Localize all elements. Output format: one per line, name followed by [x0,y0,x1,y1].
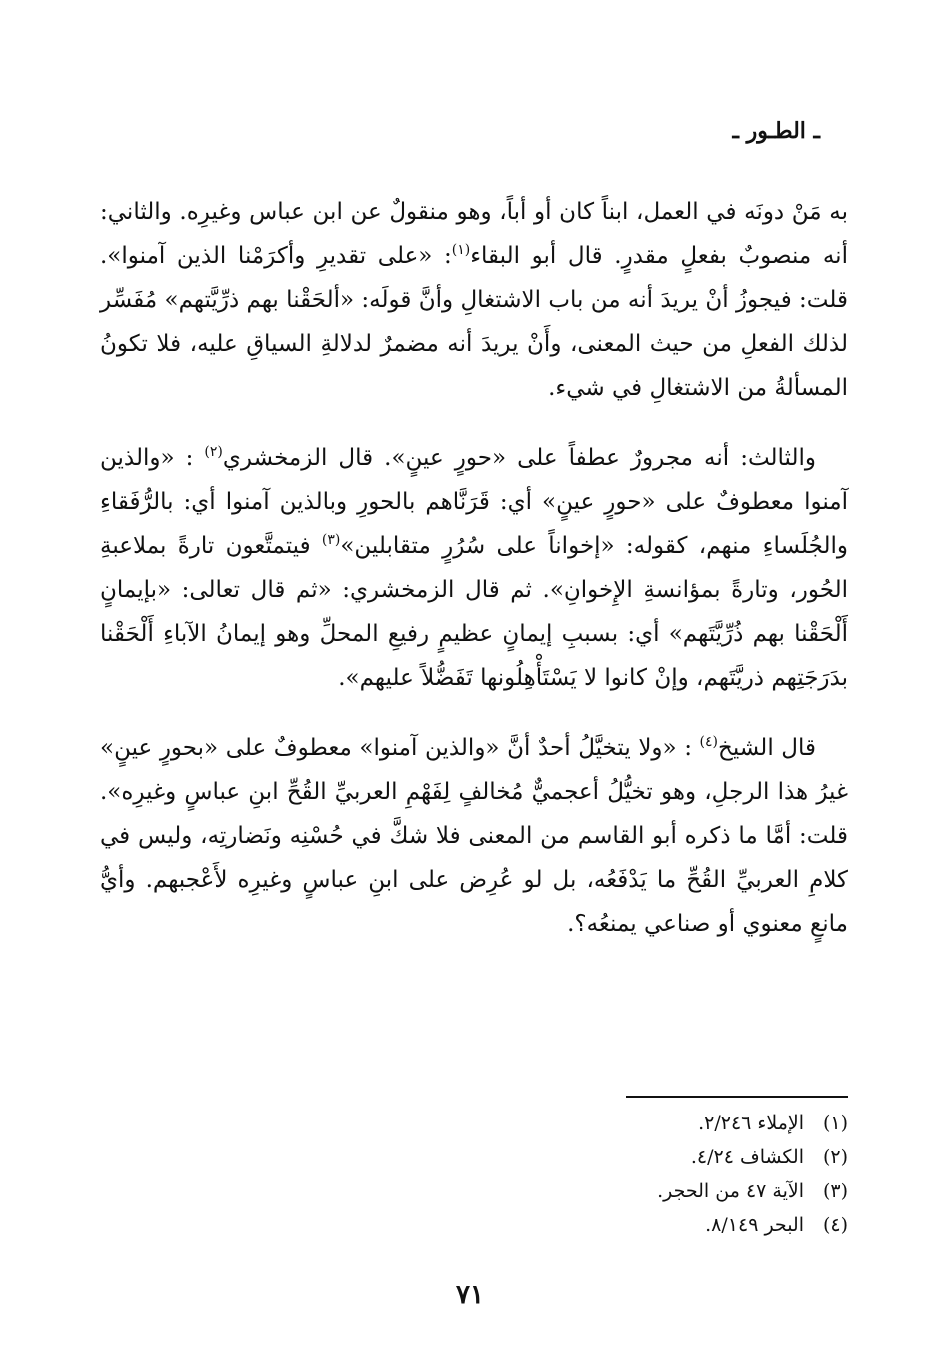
text-segment: قال الشيخ [718,735,816,761]
footnote-number: (٢) [822,1146,848,1168]
footnote-number: (٣) [822,1180,848,1202]
text-segment: والثالث: أنه مجرورٌ عطفاً على «حورٍ عينٍ». قال الزمخشري [222,445,816,471]
footnote [448,1174,848,1208]
text-segment: : «والذين آمنوا معطوفٌ على «حورٍ عينٍ» أي: قَرَنَّاهم بالحورِ وبالذين آمنوا أي: بالرُّفَقاءِ والجُلَساءِ منهم، كقوله: «إخواناً على سُرُرٍ متقابلين» [100,445,848,559]
footnote [448,1106,848,1140]
text-segment: به مَنْ دونَه في العمل، ابناً كان أو أباً، وهو منقولٌ عن ابن عباس وغيرِه. والثاني: أنه منصوبٌ بفعلٍ مقدرٍ. قال أبو البقاء [100,199,848,269]
paragraph [100,190,848,410]
footnotes [448,1106,848,1242]
footnote-text: الإملاء ٢/٢٤٦. [698,1112,804,1134]
paragraph [100,726,848,946]
footnote-number: (١) [822,1112,848,1134]
text-segment: فيتمتَّعون تارةً بملاعبةِ الحُور، وتارةً بمؤانسةِ الإِخوانِ». ثم قال الزمخشري: «ثم قال تعالى: «بإيمانٍ أَلْحَقْنا بهم ذُرِّيَّتَهم» أي: بسببِ إيمانٍ عظيمٍ رفيعِ المحلِّ وهو إيمانُ الآباءِ أَلْحَقْنا بدَرَجَتِهم ذريَّتَهم، وإنْ كانوا لا يَسْتَأْهِلُونها تَفَضُّلاً عليهم». [100,533,848,691]
page-number: ٧١ [456,1280,484,1310]
footnote-reference: (٣) [321,532,341,548]
footnote-text: البحر ٨/١٤٩. [705,1214,804,1236]
text-segment: : «على تقديرِ وأكرَمْنا الذين آمنوا». قلت: فيجوزُ أنْ يريدَ أنه من باب الاشتغالِ وأنَّ قولَه: «ألحَقْنا بهم ذرِّيَّتهم» مُفَسِّر لذلك الفعلِ من حيث المعنى، وأَنْ يريدَ أنه مضمرٌ لدلالةِ السياقِ عليه، فلا تكونُ المسألةُ من الاشتغالِ في شيء. [100,243,848,401]
paragraph [100,436,848,700]
footnote-text: الآية ٤٧ من الحجر. [657,1180,804,1202]
footnote-reference: (٤) [699,734,718,750]
footnote [448,1140,848,1174]
running-header: ـ الطـور ـ [732,118,820,144]
footnote [448,1208,848,1242]
text-segment: : «ولا يتخيَّلُ أحدٌ أنَّ «والذين آمنوا» معطوفٌ على «بحورٍ عينٍ» غيرُ هذا الرجلِ، وهو تخيُّلُ أعجميٌّ مُخالفٍ لِفَهْمِ العربيِّ القُحِّ ابنِ عباسٍ وغيرِه». قلت: أمَّا ما ذكره أبو القاسم من المعنى فلا شكَّ في حُسْنِه ونَضارتِه، وليس في كلامِ العربيِّ القُحِّ ما يَدْفَعُه، بل لو عُرِض على ابنِ عباسٍ وغيرِه لأَعْجبهم. وأيُّ مانعٍ معنوي أو صناعي يمنعُه؟. [100,735,848,937]
footnote-number: (٤) [822,1214,848,1236]
main-text [100,190,848,946]
footnote-separator [626,1096,848,1098]
footnote-text: الكشاف ٤/٢٤. [690,1146,804,1168]
footnote-reference: (٢) [204,444,223,460]
footnote-reference: (١) [451,242,471,258]
